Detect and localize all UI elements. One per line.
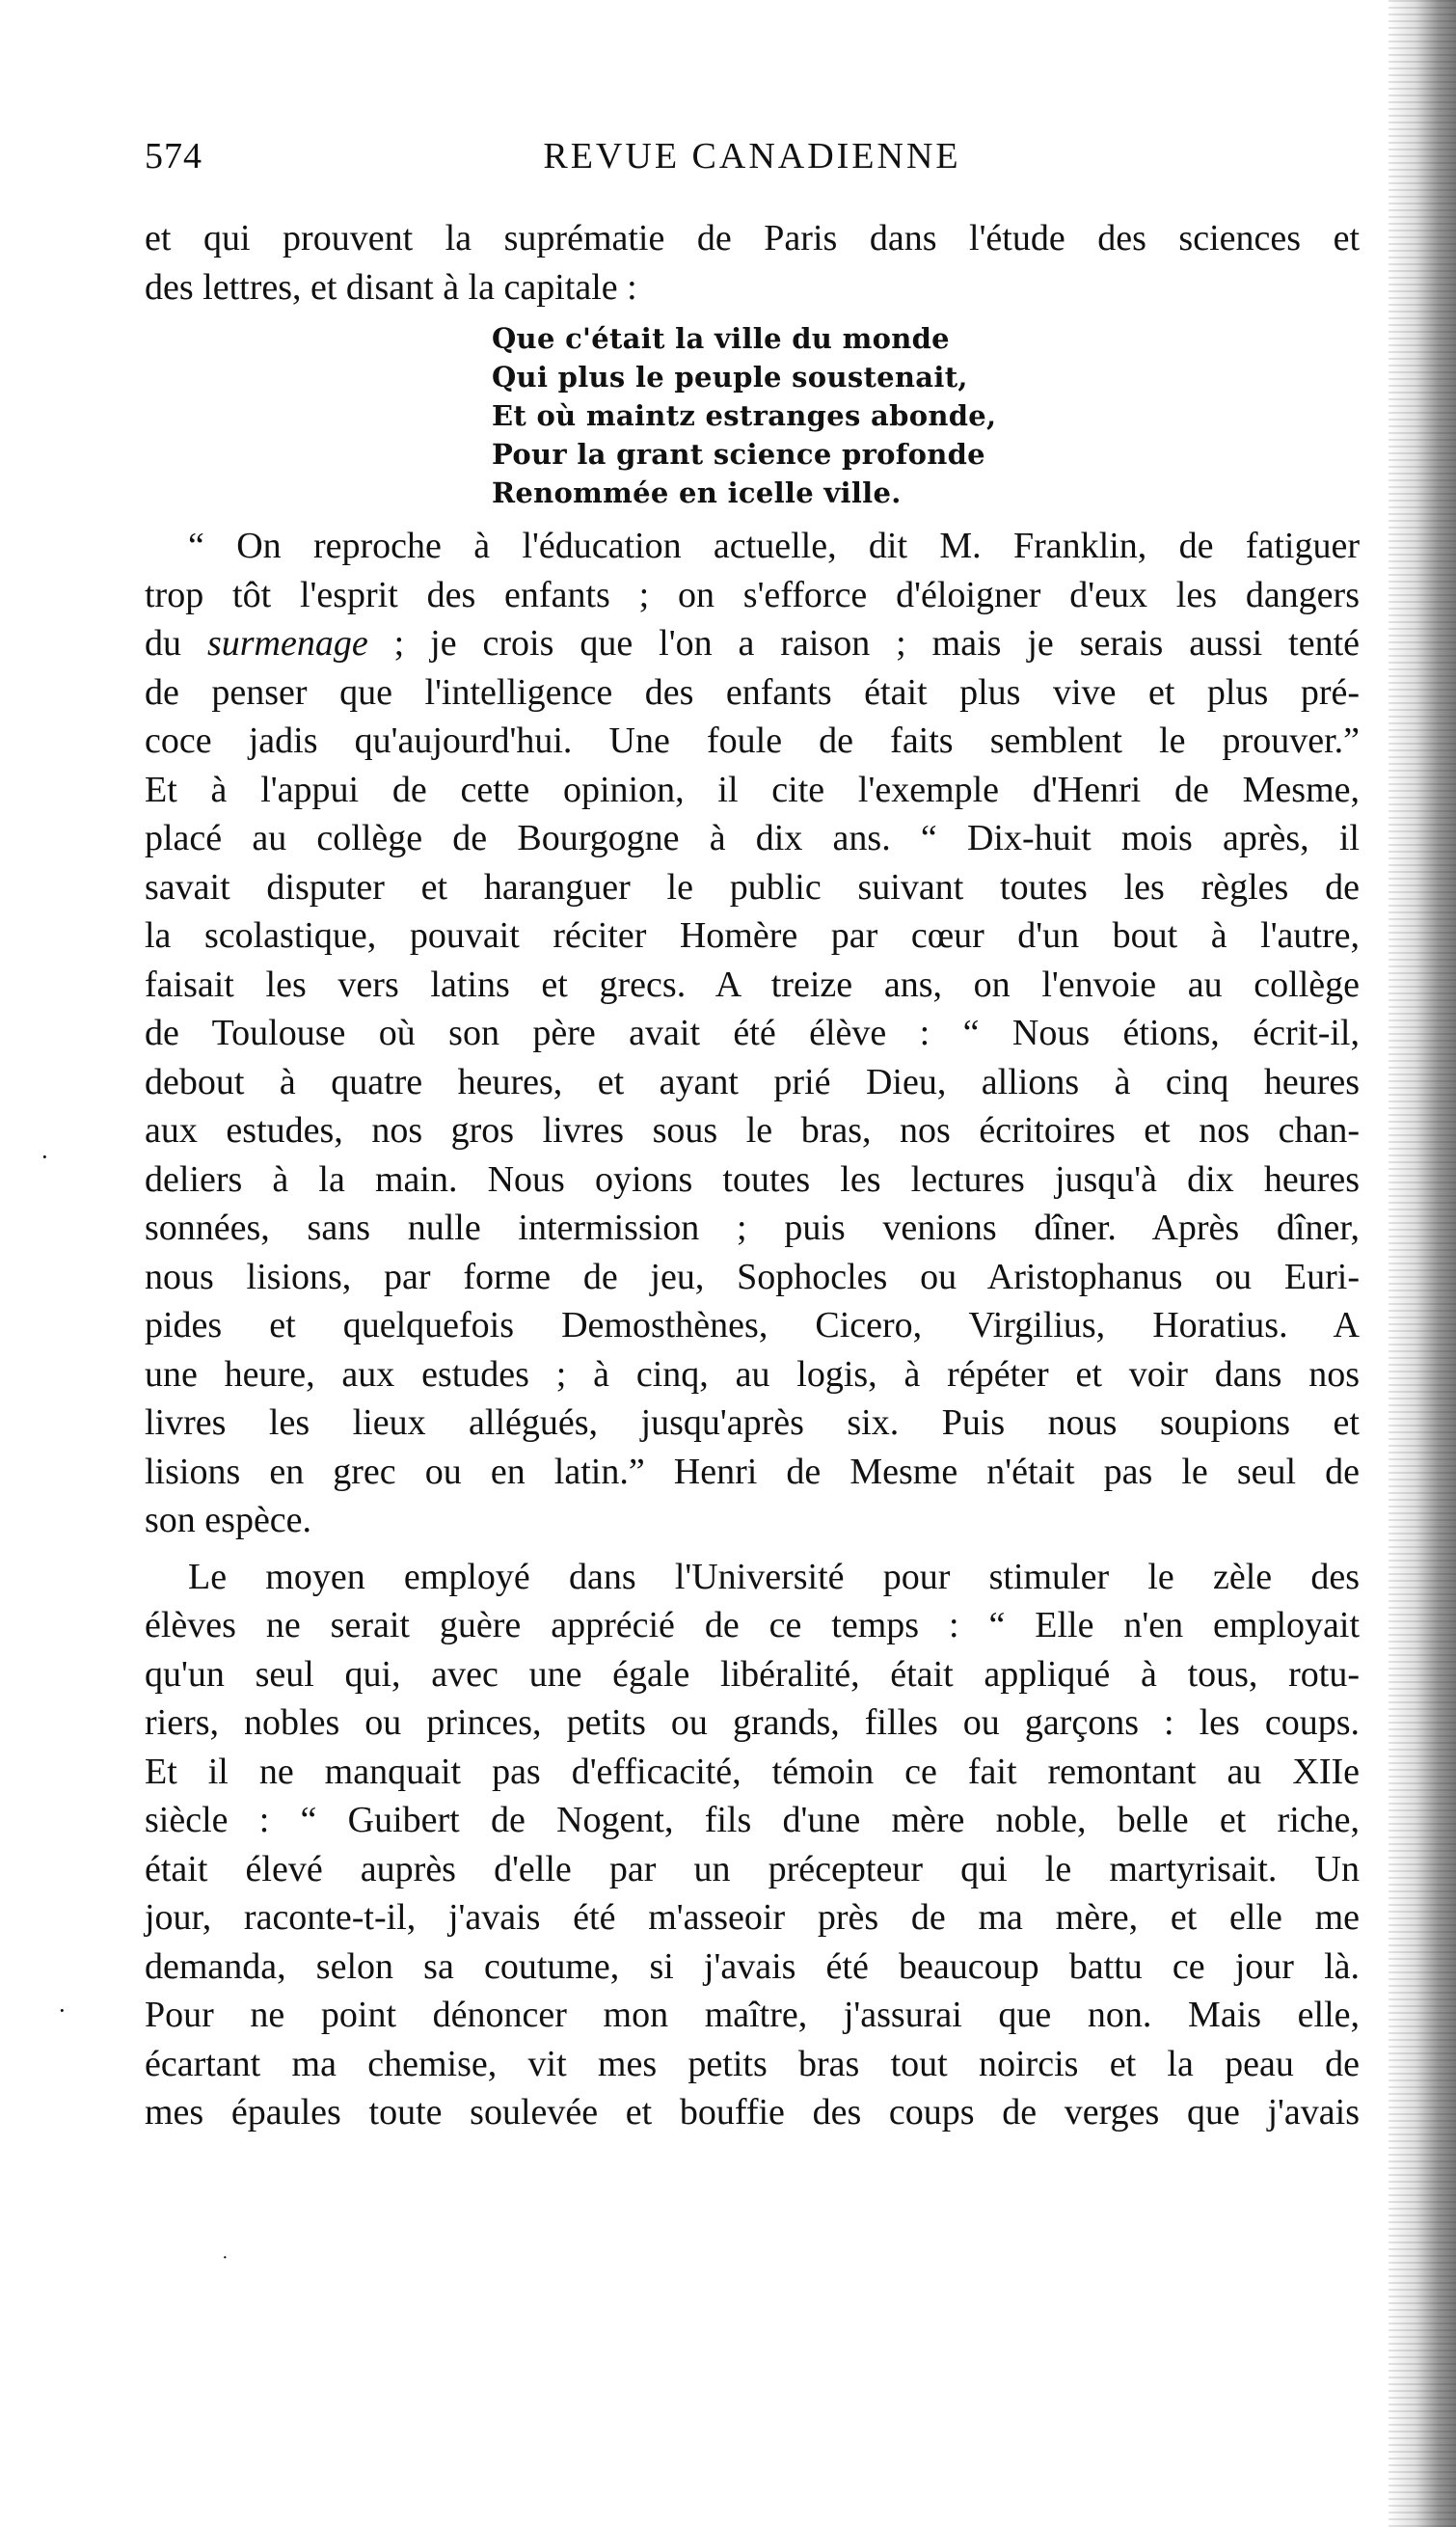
text-line bbox=[145, 619, 1360, 668]
footer-speck: · bbox=[222, 2247, 229, 2269]
text-line: faisait les vers latins et grecs. A treize ans, on l'envoie au collège bbox=[145, 964, 1360, 1005]
text-line: la scolastique, pouvait réciter Homère par cœur d'un bout à l'autre, bbox=[145, 915, 1360, 956]
paragraph-franklin bbox=[145, 522, 1360, 1545]
text-line: deliers à la main. Nous oyions toutes les lectures jusqu'à dix heures bbox=[145, 1158, 1360, 1200]
margin-speck: · bbox=[58, 1997, 67, 2024]
intro-paragraph bbox=[145, 214, 1360, 312]
text-fragment: du bbox=[145, 623, 207, 664]
text-line: une heure, aux estudes ; à cinq, au logis, à répéter et voir dans nos bbox=[145, 1353, 1360, 1395]
paragraph-universite bbox=[145, 1553, 1360, 2137]
text-line: sonnées, sans nulle intermission ; puis venions dîner. Après dîner, bbox=[145, 1208, 1360, 1248]
text-line: jour, raconte-t-il, j'avais été m'asseoir près de ma mère, et elle me bbox=[145, 1897, 1360, 1938]
text-line: placé au collège de Bourgogne à dix ans. “ Dix-huit mois après, il bbox=[145, 818, 1360, 858]
text-line: et qui prouvent la suprématie de Paris dans l'étude des sciences et bbox=[145, 218, 1360, 258]
page-number: 574 bbox=[145, 136, 202, 177]
verse-line: Renommée en icelle ville. bbox=[492, 476, 902, 509]
text-line: pides et quelquefois Demosthènes, Cicero, Virgilius, Horatius. A bbox=[145, 1305, 1360, 1345]
text-line: siècle : “ Guibert de Nogent, fils d'une mère noble, belle et riche, bbox=[145, 1800, 1360, 1840]
text-line: riers, nobles ou princes, petits ou grands, filles ou garçons : les coups. bbox=[145, 1702, 1360, 1743]
text-line: trop tôt l'esprit des enfants ; on s'efforce d'éloigner d'eux les dangers bbox=[145, 574, 1360, 615]
running-title: REVUE CANADIENNE bbox=[543, 136, 961, 177]
text-line: écartant ma chemise, vit mes petits bras tout noircis et la peau de bbox=[145, 2043, 1360, 2084]
text-fragment: ; je crois que l'on a raison ; mais je serais aussi tenté bbox=[367, 623, 1360, 664]
text-line: livres les lieux allégués, jusqu'après six. Puis nous soupions et bbox=[145, 1402, 1360, 1443]
text-line: son espèce. bbox=[145, 1500, 312, 1540]
text-line: des lettres, et disant à la capitale : bbox=[145, 266, 637, 308]
text-line: Et à l'appui de cette opinion, il cite l'exemple d'Henri de Mesme, bbox=[145, 769, 1360, 810]
text-line: de penser que l'intelligence des enfants était plus vive et plus pré- bbox=[145, 671, 1360, 713]
verse-quote bbox=[145, 319, 1360, 512]
text-line: coce jadis qu'aujourd'hui. Une foule de faits semblent le prouver.” bbox=[145, 720, 1360, 761]
text-line: aux estudes, nos gros livres sous le bras, nos écritoires et nos chan- bbox=[145, 1110, 1360, 1151]
text-line: savait disputer et haranguer le public suivant toutes les règles de bbox=[145, 866, 1360, 908]
text-line: debout à quatre heures, et ayant prié Dieu, allions à cinq heures bbox=[145, 1061, 1360, 1102]
text-line: était élevé auprès d'elle par un précepteur qui le martyrisait. Un bbox=[145, 1848, 1360, 1889]
verse-line: Pour la grant science profonde bbox=[492, 438, 985, 471]
scan-edge-speckle bbox=[1389, 0, 1456, 2527]
page-header bbox=[145, 135, 1360, 183]
text-line: de Toulouse où son père avait été élève : “ Nous étions, écrit-il, bbox=[145, 1013, 1360, 1053]
text-line: Le moyen employé dans l'Université pour stimuler le zèle des bbox=[188, 1556, 1360, 1597]
text-line: élèves ne serait guère apprécié de ce temps : “ Elle n'en employait bbox=[145, 1605, 1360, 1645]
text-line: demanda, selon sa coutume, si j'avais été beaucoup battu ce jour là. bbox=[145, 1945, 1360, 1987]
verse-line: Et où maintz estranges abonde, bbox=[492, 399, 997, 432]
text-line: Pour ne point dénoncer mon maître, j'assurai que non. Mais elle, bbox=[145, 1995, 1360, 2035]
verse-line: Qui plus le peuple soustenait, bbox=[492, 361, 968, 394]
text-line: Et il ne manquait pas d'efficacité, témoin ce fait remontant au XIIe bbox=[145, 1751, 1360, 1792]
body-text bbox=[145, 214, 1360, 2137]
text-line: lisions en grec ou en latin.” Henri de Mesme n'était pas le seul de bbox=[145, 1451, 1360, 1492]
text-line: qu'un seul qui, avec une égale libéralité, était appliqué à tous, rotu- bbox=[145, 1653, 1360, 1695]
text-line: mes épaules toute soulevée et bouffie des coups de verges que j'avais bbox=[145, 2092, 1360, 2133]
text-line: “ On reproche à l'éducation actuelle, dit M. Franklin, de fatiguer bbox=[188, 526, 1360, 566]
margin-speck: · bbox=[40, 1143, 49, 1171]
text-line: nous lisions, par forme de jeu, Sophocles ou Aristophanus ou Euri- bbox=[145, 1256, 1360, 1297]
italic-term: surmenage bbox=[206, 623, 368, 664]
verse-line: Que c'était la ville du monde bbox=[492, 322, 950, 355]
